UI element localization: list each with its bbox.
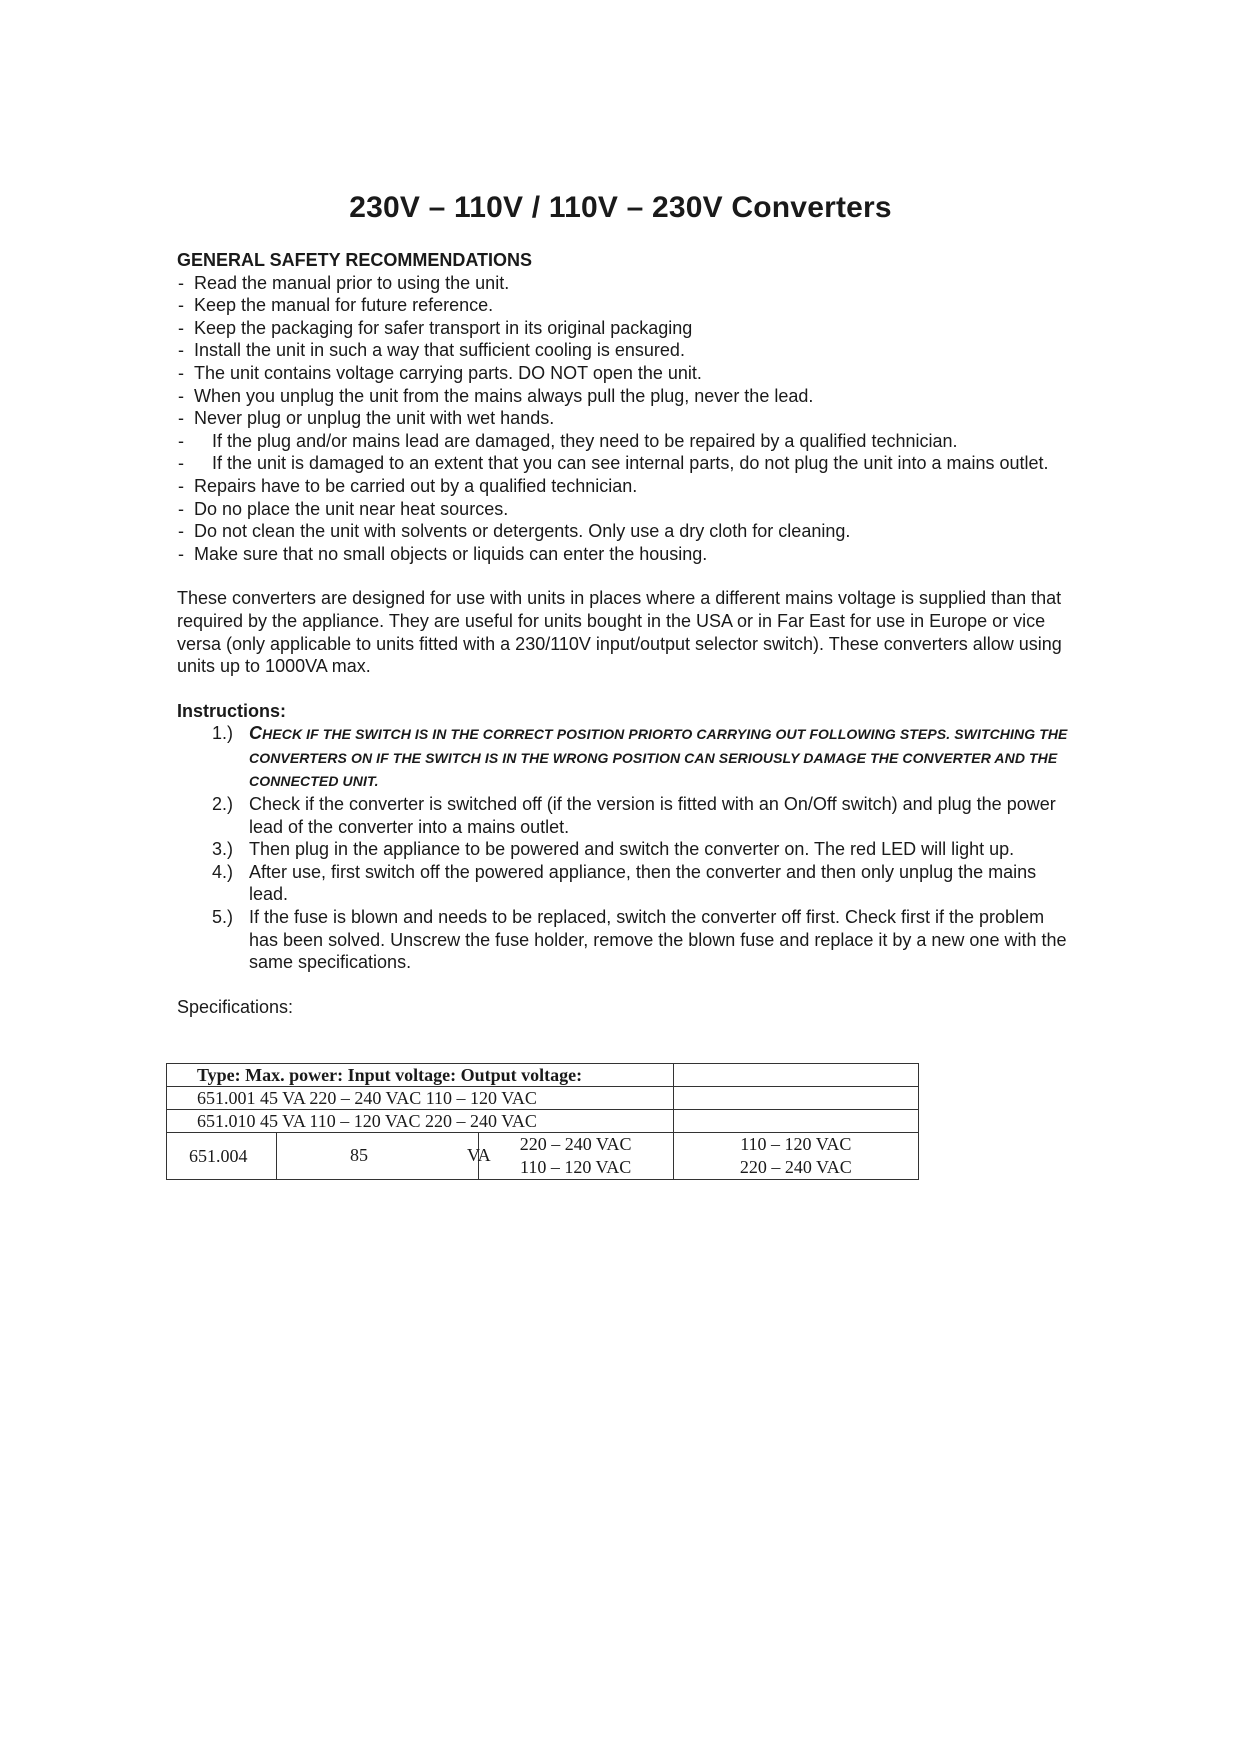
- instruction-step: [177, 793, 1077, 838]
- document-body: [177, 249, 1077, 1018]
- intro-paragraph: These converters are designed for use with units in places where a different mains voltage is supplied than that required by the appliance. They are useful for units bought in the USA or in Far East for use in Europe or vice versa (only applicable to units fitted with a 230/110V input/output selector switch). These converters allow using units up to 1000VA max.: [177, 588, 1062, 677]
- table-row: [167, 1087, 919, 1110]
- input-voltage-2: 110 – 120 VAC: [520, 1157, 632, 1177]
- safety-item: - Make sure that no small objects or liquids can enter the housing.: [177, 543, 1077, 566]
- table-row-cell: 651.001 45 VA 220 – 240 VAC 110 – 120 VAC: [167, 1087, 674, 1110]
- safety-heading: GENERAL SAFETY RECOMMENDATIONS: [177, 250, 533, 270]
- page-title: 230V – 110V / 110V – 230V Converters: [349, 191, 892, 224]
- table-header-cell: Type: Max. power: Input voltage: Output voltage:: [167, 1064, 674, 1087]
- table-empty-cell: [673, 1064, 918, 1087]
- power-unit: VA: [466, 1145, 491, 1165]
- step-text: After use, first switch off the powered appliance, then the converter and then only unplug the mains lead.: [249, 861, 1037, 905]
- table-cell-power: [276, 1133, 491, 1180]
- instruction-step: [177, 838, 1077, 861]
- table-cell-input: [478, 1133, 673, 1180]
- table-row: [167, 1110, 919, 1133]
- safety-item: - Do not clean the unit with solvents or detergents. Only use a dry cloth for cleaning.: [177, 520, 1077, 543]
- safety-item: - If the plug and/or mains lead are damaged, they need to be repaired by a qualified technician.: [177, 430, 1077, 453]
- step-warning-initial: C: [249, 723, 263, 744]
- input-voltage-1: 220 – 240 VAC: [519, 1134, 632, 1154]
- safety-item: - The unit contains voltage carrying parts. DO NOT open the unit.: [177, 362, 1077, 385]
- step-text: Then plug in the appliance to be powered and switch the converter on. The red LED will light up.: [249, 839, 1015, 860]
- safety-item: - Never plug or unplug the unit with wet hands.: [177, 407, 1077, 430]
- instruction-step: [177, 861, 1077, 906]
- power-value: 85: [349, 1145, 368, 1165]
- output-voltage-1: 110 – 120 VAC: [740, 1134, 852, 1154]
- safety-item: - Keep the packaging for safer transport in its original packaging: [177, 317, 1077, 340]
- instructions-list: [177, 722, 1077, 974]
- step-text: If the fuse is blown and needs to be replaced, switch the converter off first. Check first if the problem has been solved. Unscrew the fuse holder, remove the blown fuse and replace it by a new one with the same specifications.: [249, 907, 1067, 973]
- table-row-cell: 651.010 45 VA 110 – 120 VAC 220 – 240 VAC: [167, 1110, 674, 1133]
- table-empty-cell: [673, 1110, 918, 1133]
- safety-list: [177, 272, 1077, 566]
- table-cell-output: [673, 1133, 918, 1180]
- instructions-heading: Instructions:: [177, 700, 287, 721]
- safety-item: - Repairs have to be carried out by a qualified technician.: [177, 475, 1077, 498]
- step-number: 3.): [212, 839, 234, 860]
- step-text: Check if the converter is switched off (if the version is fitted with an On/Off switch) and plug the power lead of the converter into a mains outlet.: [249, 794, 1056, 837]
- specifications-table: [166, 1063, 919, 1180]
- table-row: [167, 1133, 919, 1180]
- step-warning: [249, 723, 1068, 790]
- output-voltage-2: 220 – 240 VAC: [739, 1157, 852, 1177]
- safety-item: - If the unit is damaged to an extent that you can see internal parts, do not plug the unit into a mains outlet.: [177, 452, 1077, 475]
- step-number: 5.): [212, 907, 234, 928]
- step-number: 2.): [212, 794, 234, 815]
- safety-item: - Keep the manual for future reference.: [177, 294, 1077, 317]
- instruction-step: [177, 722, 1077, 793]
- table-header-row: [167, 1064, 919, 1087]
- step-warning-text: HECK IF THE SWITCH IS IN THE CORRECT POSITION PRIORTO CARRYING OUT FOLLOWING STEPS. SWITCHING THE CONVERTERS ON IF THE SWITCH IS IN THE WRONG POSITION CAN SERIOUSLY DAMAGE THE CONVERTER AND THE CONNECTED UNIT.: [249, 726, 1068, 790]
- safety-item: - Do no place the unit near heat sources.: [177, 498, 1077, 521]
- specifications-label: Specifications:: [177, 996, 294, 1017]
- safety-item: - Install the unit in such a way that sufficient cooling is ensured.: [177, 339, 1077, 362]
- safety-item: - Read the manual prior to using the unit.: [177, 272, 1077, 295]
- table-cell-type: 651.004: [167, 1133, 277, 1180]
- step-number: 1.): [212, 723, 234, 744]
- safety-item: - When you unplug the unit from the mains always pull the plug, never the lead.: [177, 385, 1077, 408]
- step-number: 4.): [212, 861, 234, 882]
- instruction-step: [177, 906, 1077, 974]
- table-empty-cell: [673, 1087, 918, 1110]
